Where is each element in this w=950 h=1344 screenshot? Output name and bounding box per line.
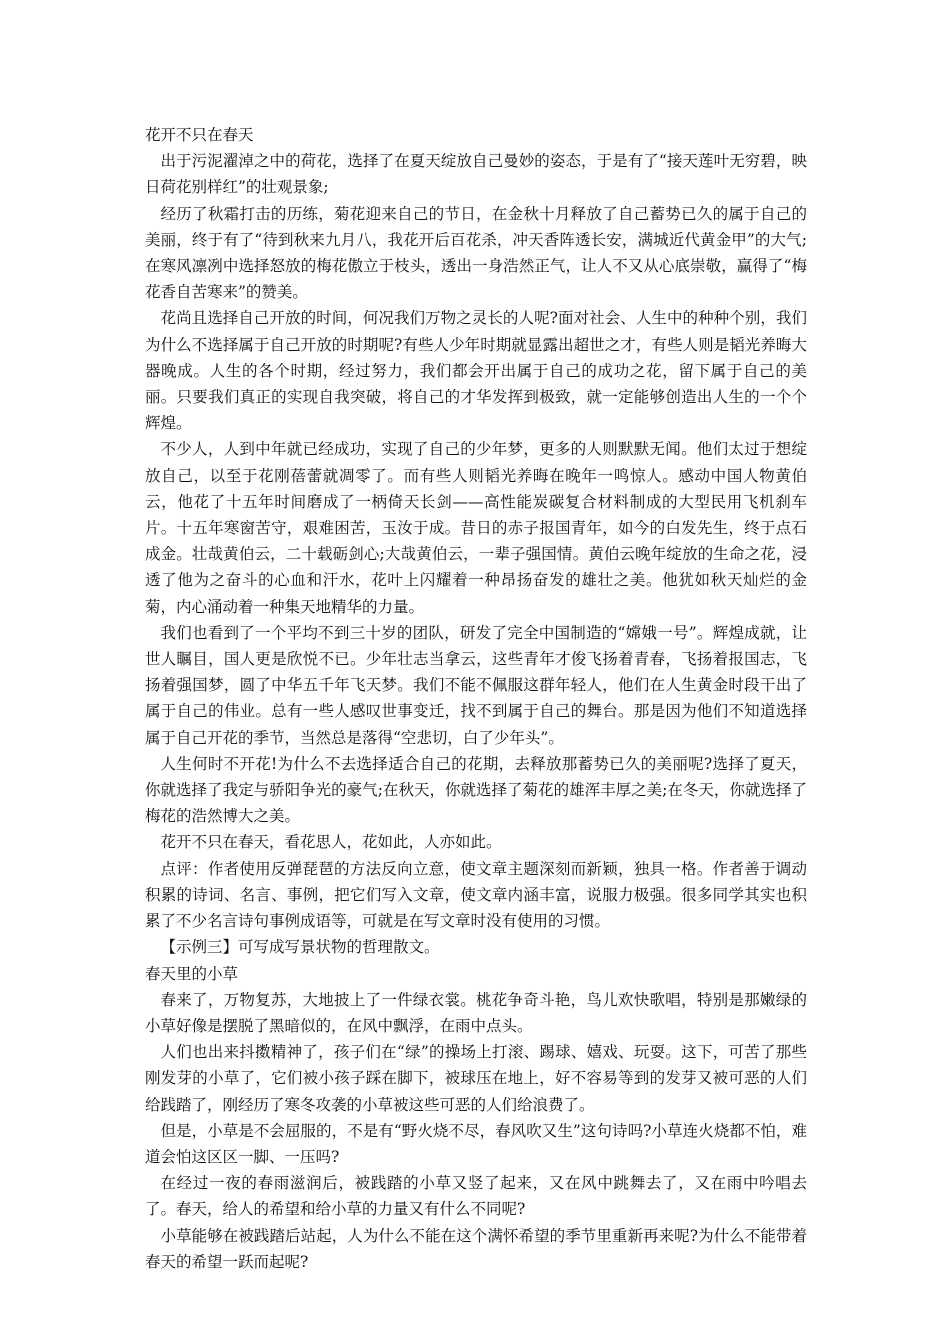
paragraph: 出于污泥濯淖之中的荷花，选择了在夏天绽放自己曼妙的姿态，于是有了“接天莲叶无穷碧，映日荷花别样红”的壮观景象; — [145, 152, 807, 197]
paragraph: 我们也看到了一个平均不到三十岁的团队，研发了完全中国制造的“嫦娥一号”。辉煌成就，让世人瞩目，国人更是欣悦不已。少年壮志当拿云，这些青年才俊飞扬着青春，飞扬着报国志，飞扬着强国梦，圆了中华五千年飞天梦。我们不能不佩服这群年轻人，他们在人生黄金时段干出了属于自己的伟业。总有一些人感叹世事变迁，找不到属于自己的舞台。那是因为他们不知道选择属于自己开花的季节，当然总是落得“空悲切，白了少年头”。 — [145, 623, 807, 747]
paragraph: 人生何时不开花!为什么不去选择适合自己的花期，去释放那蓄势已久的美丽呢?选择了夏天，你就选择了我定与骄阳争光的豪气;在秋天，你就选择了菊花的雄浑丰厚之美;在冬天，你就选择了梅花的浩然博大之美。 — [145, 754, 807, 826]
paragraph: 小草能够在被践踏后站起，人为什么不能在这个满怀希望的季节里重新再来呢?为什么不能带着春天的希望一跃而起呢? — [145, 1226, 807, 1271]
paragraph: 花开不只在春天，看花思人，花如此，人亦如此。 — [160, 833, 502, 852]
essay-title: 花开不只在春天 — [145, 126, 254, 144]
paragraph: 在经过一夜的春雨滋润后，被践踏的小草又竖了起来，又在风中跳舞去了，又在雨中吟唱去了。春天，给人的希望和给小草的力量又有什么不同呢? — [145, 1174, 807, 1219]
paragraph: 经历了秋霜打击的历练，菊花迎来自己的节日，在金秋十月释放了自己蓄势已久的属于自己的美丽，终于有了“待到秋来九月八，我花开后百花杀，冲天香阵透长安，满城近代黄金甲”的大气;在寒风凛冽中选择怒放的梅花傲立于枝头，透出一身浩然正气，让人不又从心底崇敬，赢得了“梅花香自苦寒来”的赞美。 — [145, 204, 807, 302]
essay-title: 春天里的小草 — [145, 964, 239, 983]
commentary-paragraph: 点评：作者使用反弹琵琶的方法反向立意，使文章主题深刻而新颖，独具一格。作者善于调动积累的诗词、名言、事例，把它们写入文章，使文章内涵丰富，说服力极强。很多同学其实也积累了不少名言诗句事例成语等，可就是在写文章时没有使用的习惯。 — [145, 859, 807, 931]
example-heading: 【示例三】可写成写景状物的哲理散文。 — [160, 938, 440, 957]
paragraph: 花尚且选择自己开放的时间，何况我们万物之灵长的人呢?面对社会、人生中的种种个别，我们为什么不选择属于自己开放的时期呢?有些人少年时期就显露出超世之才，有些人则是韬光养晦大器晚成。人生的各个时期，经过努力，我们都会开出属于自己的成功之花，留下属于自己的美丽。只要我们真正的实现自我突破，将自己的才华发挥到极致，就一定能够创造出人生的一个个辉煌。 — [145, 309, 807, 433]
paragraph: 但是，小草是不会屈服的，不是有“野火烧不尽，春风吹又生”这句诗吗?小草连火烧都不怕，难道会怕这区区一脚、一压吗? — [145, 1121, 807, 1166]
document-page — [145, 122, 807, 1275]
paragraph: 人们也出来抖擞精神了，孩子们在“绿”的操场上打滚、踢球、嬉戏、玩耍。这下，可苦了那些刚发芽的小草了，它们被小孩子踩在脚下，被球压在地上，好不容易等到的发芽又被可恶的人们给践踏了，刚经历了寒冬攻袭的小草被这些可恶的人们给浪费了。 — [145, 1043, 807, 1114]
paragraph: 不少人，人到中年就已经成功，实现了自己的少年梦，更多的人则默默无闻。他们太过于想绽放自己，以至于花刚蓓蕾就凋零了。而有些人则韬光养晦在晚年一鸣惊人。感动中国人物黄伯云，他花了十五年时间磨成了一柄倚天长剑——高性能炭碳复合材料制成的大型民用飞机刹车片。十五年寒窗苦守，艰难困苦，玉汝于成。昔日的赤子报国青年，如今的白发先生，终于点石成金。壮哉黄伯云，二十载砺剑心;大哉黄伯云，一辈子强国情。黄伯云晚年绽放的生命之花，浸透了他为之奋斗的心血和汗水，花叶上闪耀着一种昂扬奋发的雄壮之美。他犹如秋天灿烂的金菊，内心涌动着一种集天地精华的力量。 — [145, 440, 807, 616]
paragraph: 春来了，万物复苏，大地披上了一件绿衣裳。桃花争奇斗艳，鸟儿欢快歌唱，特别是那嫩绿的小草好像是摆脱了黑暗似的，在风中飘浮，在雨中点头。 — [145, 990, 807, 1035]
